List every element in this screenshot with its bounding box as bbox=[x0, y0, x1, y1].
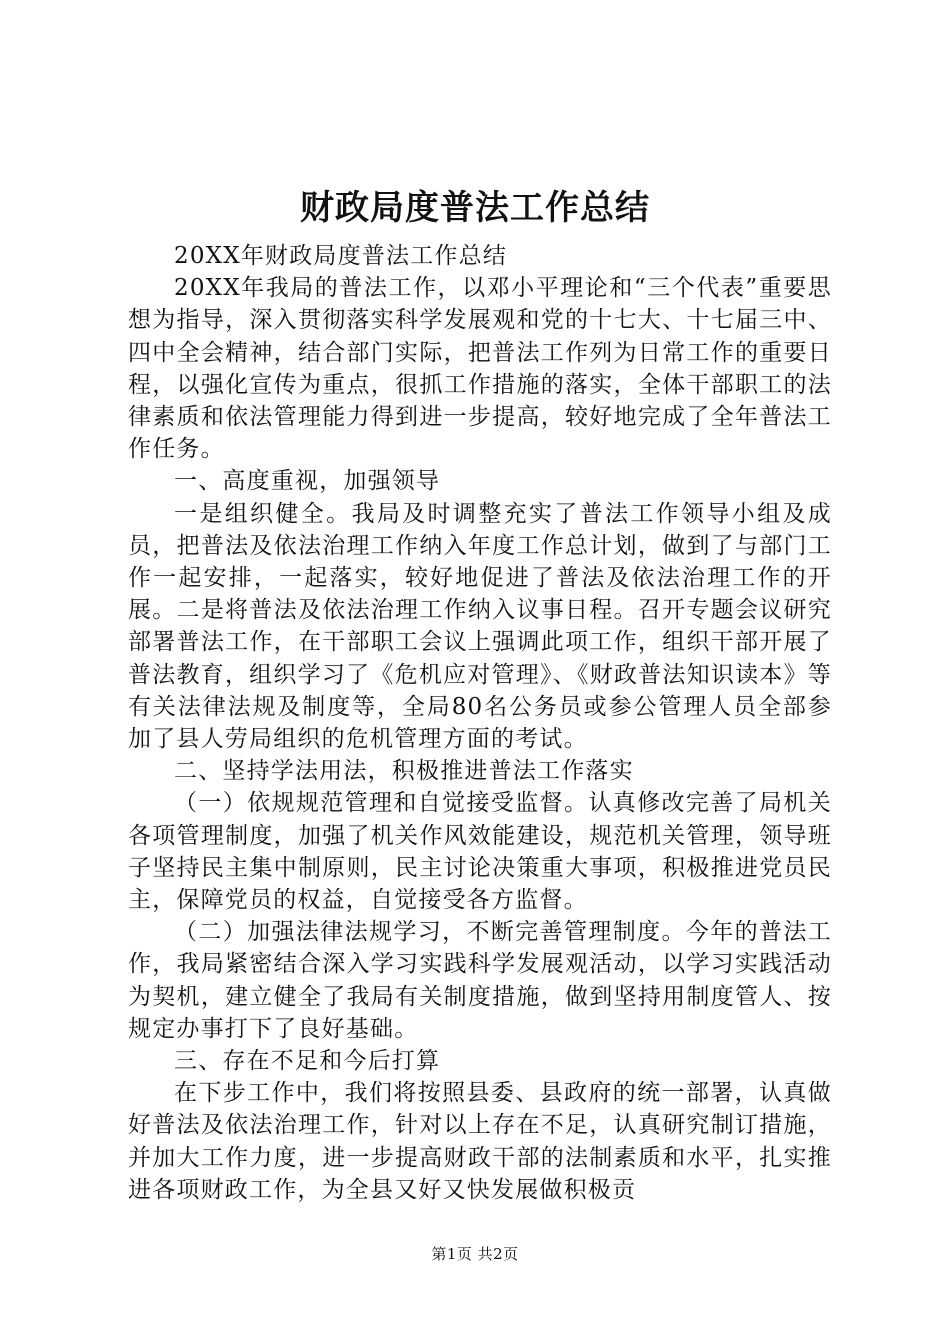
section-heading-3: 三、存在不足和今后打算 bbox=[174, 1048, 441, 1075]
section-2-paragraph-1: （一）依规规范管理和自觉接受监督。认真修改完善了局机关各项管理制度，加强了机关作风效能建设，规范机关管理，领导班子坚持民主集中制原则，民主讨论决策重大事项，积极推进党员民主，保障党员的权益，自觉接受各方监督。 bbox=[128, 790, 832, 914]
section-2-paragraph-2: （二）加强法律法规学习，不断完善管理制度。今年的普法工作，我局紧密结合深入学习实践科学发展观活动，以学习实践活动为契机，建立健全了我局有关制度措施，做到坚持用制度管人、按规定办事打下了良好基础。 bbox=[128, 919, 832, 1042]
document-title: 财政局度普法工作总结 bbox=[300, 188, 650, 228]
intro-paragraph: 20XX年我局的普法工作，以邓小平理论和“三个代表”重要思想为指导，深入贯彻落实科学发展观和党的十七大、十七届三中、四中全会精神，结合部门实际，把普法工作列为日常工作的重要日程，以强化宣传为重点，很抓工作措施的落实，全体干部职工的法律素质和依法管理能力得到进一步提高，较好地完成了全年普法工作任务。 bbox=[128, 275, 832, 463]
section-1-paragraph: 一是组织健全。我局及时调整充实了普法工作领导小组及成员，把普法及依法治理工作纳入年度工作总计划，做到了与部门工作一起安排，一起落实，较好地促进了普法及依法治理工作的开展。二是将普法及依法治理工作纳入议事日程。召开专题会议研究部署普法工作，在干部职工会议上强调此项工作，组织干部开展了普法教育，组织学习了《危机应对管理》、《财政普法知识读本》等有关法律法规及制度等，全局80名公务员或参公管理人员全部参加了县人劳局组织的危机管理方面的考试。 bbox=[128, 500, 832, 753]
document-body bbox=[128, 240, 832, 1206]
section-3-paragraph: 在下步工作中，我们将按照县委、县政府的统一部署，认真做好普法及依法治理工作，针对以上存在不足，认真研究制订措施，并加大工作力度，进一步提高财政干部的法制素质和水平，扎实推进各项财政工作，为全县又好又快发展做积极贡 bbox=[128, 1080, 832, 1203]
page-number-footer: 第1页 共2页 bbox=[431, 1245, 519, 1263]
section-heading-1: 一、高度重视，加强领导 bbox=[174, 468, 441, 495]
subtitle-paragraph: 20XX年财政局度普法工作总结 bbox=[174, 243, 508, 269]
section-heading-2: 二、坚持学法用法，积极推进普法工作落实 bbox=[174, 758, 634, 785]
